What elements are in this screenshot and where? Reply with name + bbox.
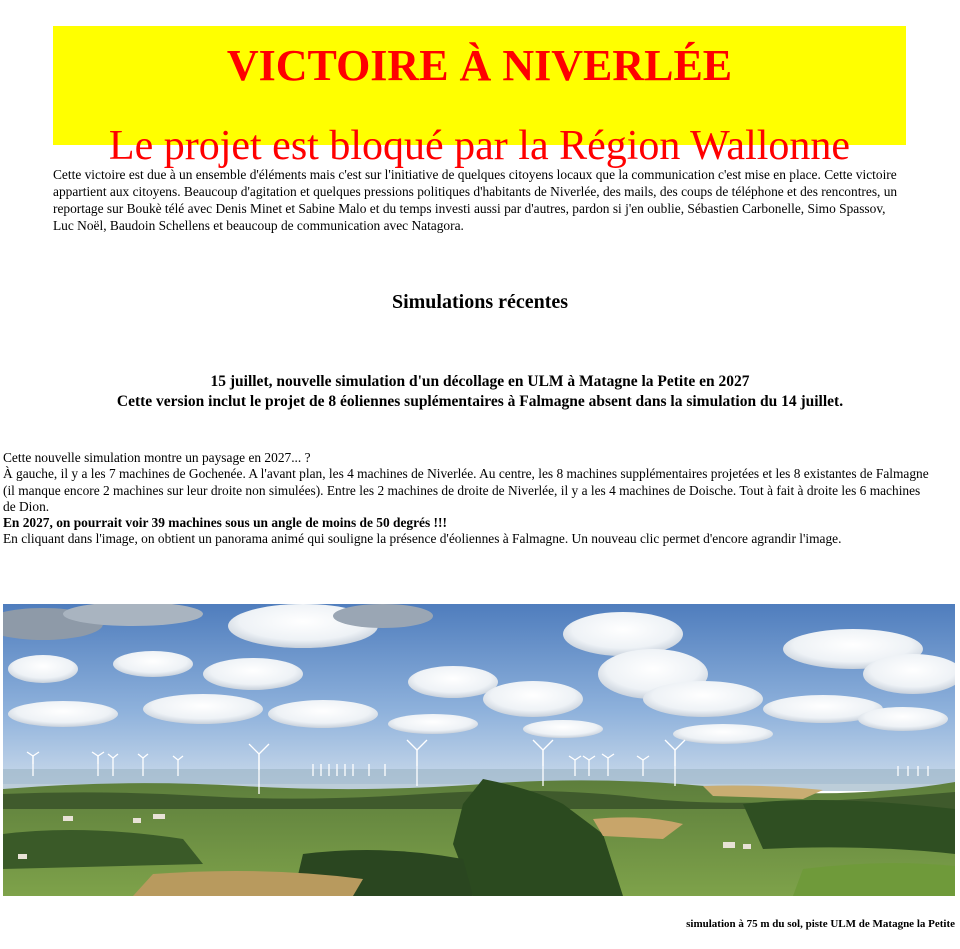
section-title: Simulations récentes: [391, 291, 569, 313]
simulation-heading-line1: 15 juillet, nouvelle simulation d'un décollage en ULM à Matagne la Petite en 2027: [210, 373, 750, 390]
description-paragraph-4: En cliquant dans l'image, on obtient un panorama animé qui souligne la présence d'éoliennes à Falmagne. Un nouveau clic permet d'encore agrandir l'image.: [3, 531, 842, 547]
panorama-image: [3, 604, 955, 896]
simulation-heading: [0, 372, 960, 412]
description-paragraph-2: À gauche, il y a les 7 machines de Gochenée. A l'avant plan, les 4 machines de Niverlée. Au centre, les 8 machines supplémentaires projetées et les 8 existantes de Falmagne (il manque encore 2 machines sur leur droite non simulées). Entre les 2 machines de droite de Niverlée, il y a les 4 machines de Doische. Tout à fait à droite les 6 machines de Dion.: [3, 466, 929, 514]
banner-subtitle: Le projet est bloqué par la Région Wallonne: [108, 123, 851, 169]
description-paragraph-1: Cette nouvelle simulation montre un paysage en 2027... ?: [3, 450, 311, 465]
title-banner: [53, 26, 906, 169]
simulation-description: [3, 450, 933, 548]
panorama-image-link[interactable]: [3, 604, 955, 896]
description-highlight: En 2027, on pourrait voir 39 machines sous un angle de moins de 50 degrés !!!: [3, 515, 447, 531]
simulation-heading-line2: Cette version inclut le projet de 8 éoliennes suplémentaires à Falmagne absent dans la simulation du 14 juillet.: [116, 393, 844, 410]
intro-paragraph: Cette victoire est due à un ensemble d'éléments mais c'est sur l'initiative de quelques citoyens locaux que la communication c'est mise en place. Cette victoire appartient aux citoyens. Beaucoup d'agitation et quelques pressions politiques d'habitants de Niverlée, des mails, des coups de téléphone et des rencontres, un reportage sur Boukè télé avec Denis Minet et Sabine Malo et du temps investi aussi par d'autres, pardon si j'en oublie, Sébastien Carbonelle, Simo Spassov, Luc Noël, Baudoin Schellens et beaucoup de communication avec Natagora.: [53, 167, 898, 233]
banner-title: VICTOIRE À NIVERLÉE: [226, 41, 733, 90]
image-caption: simulation à 75 m du sol, piste ULM de Matagne la Petite: [686, 918, 955, 930]
